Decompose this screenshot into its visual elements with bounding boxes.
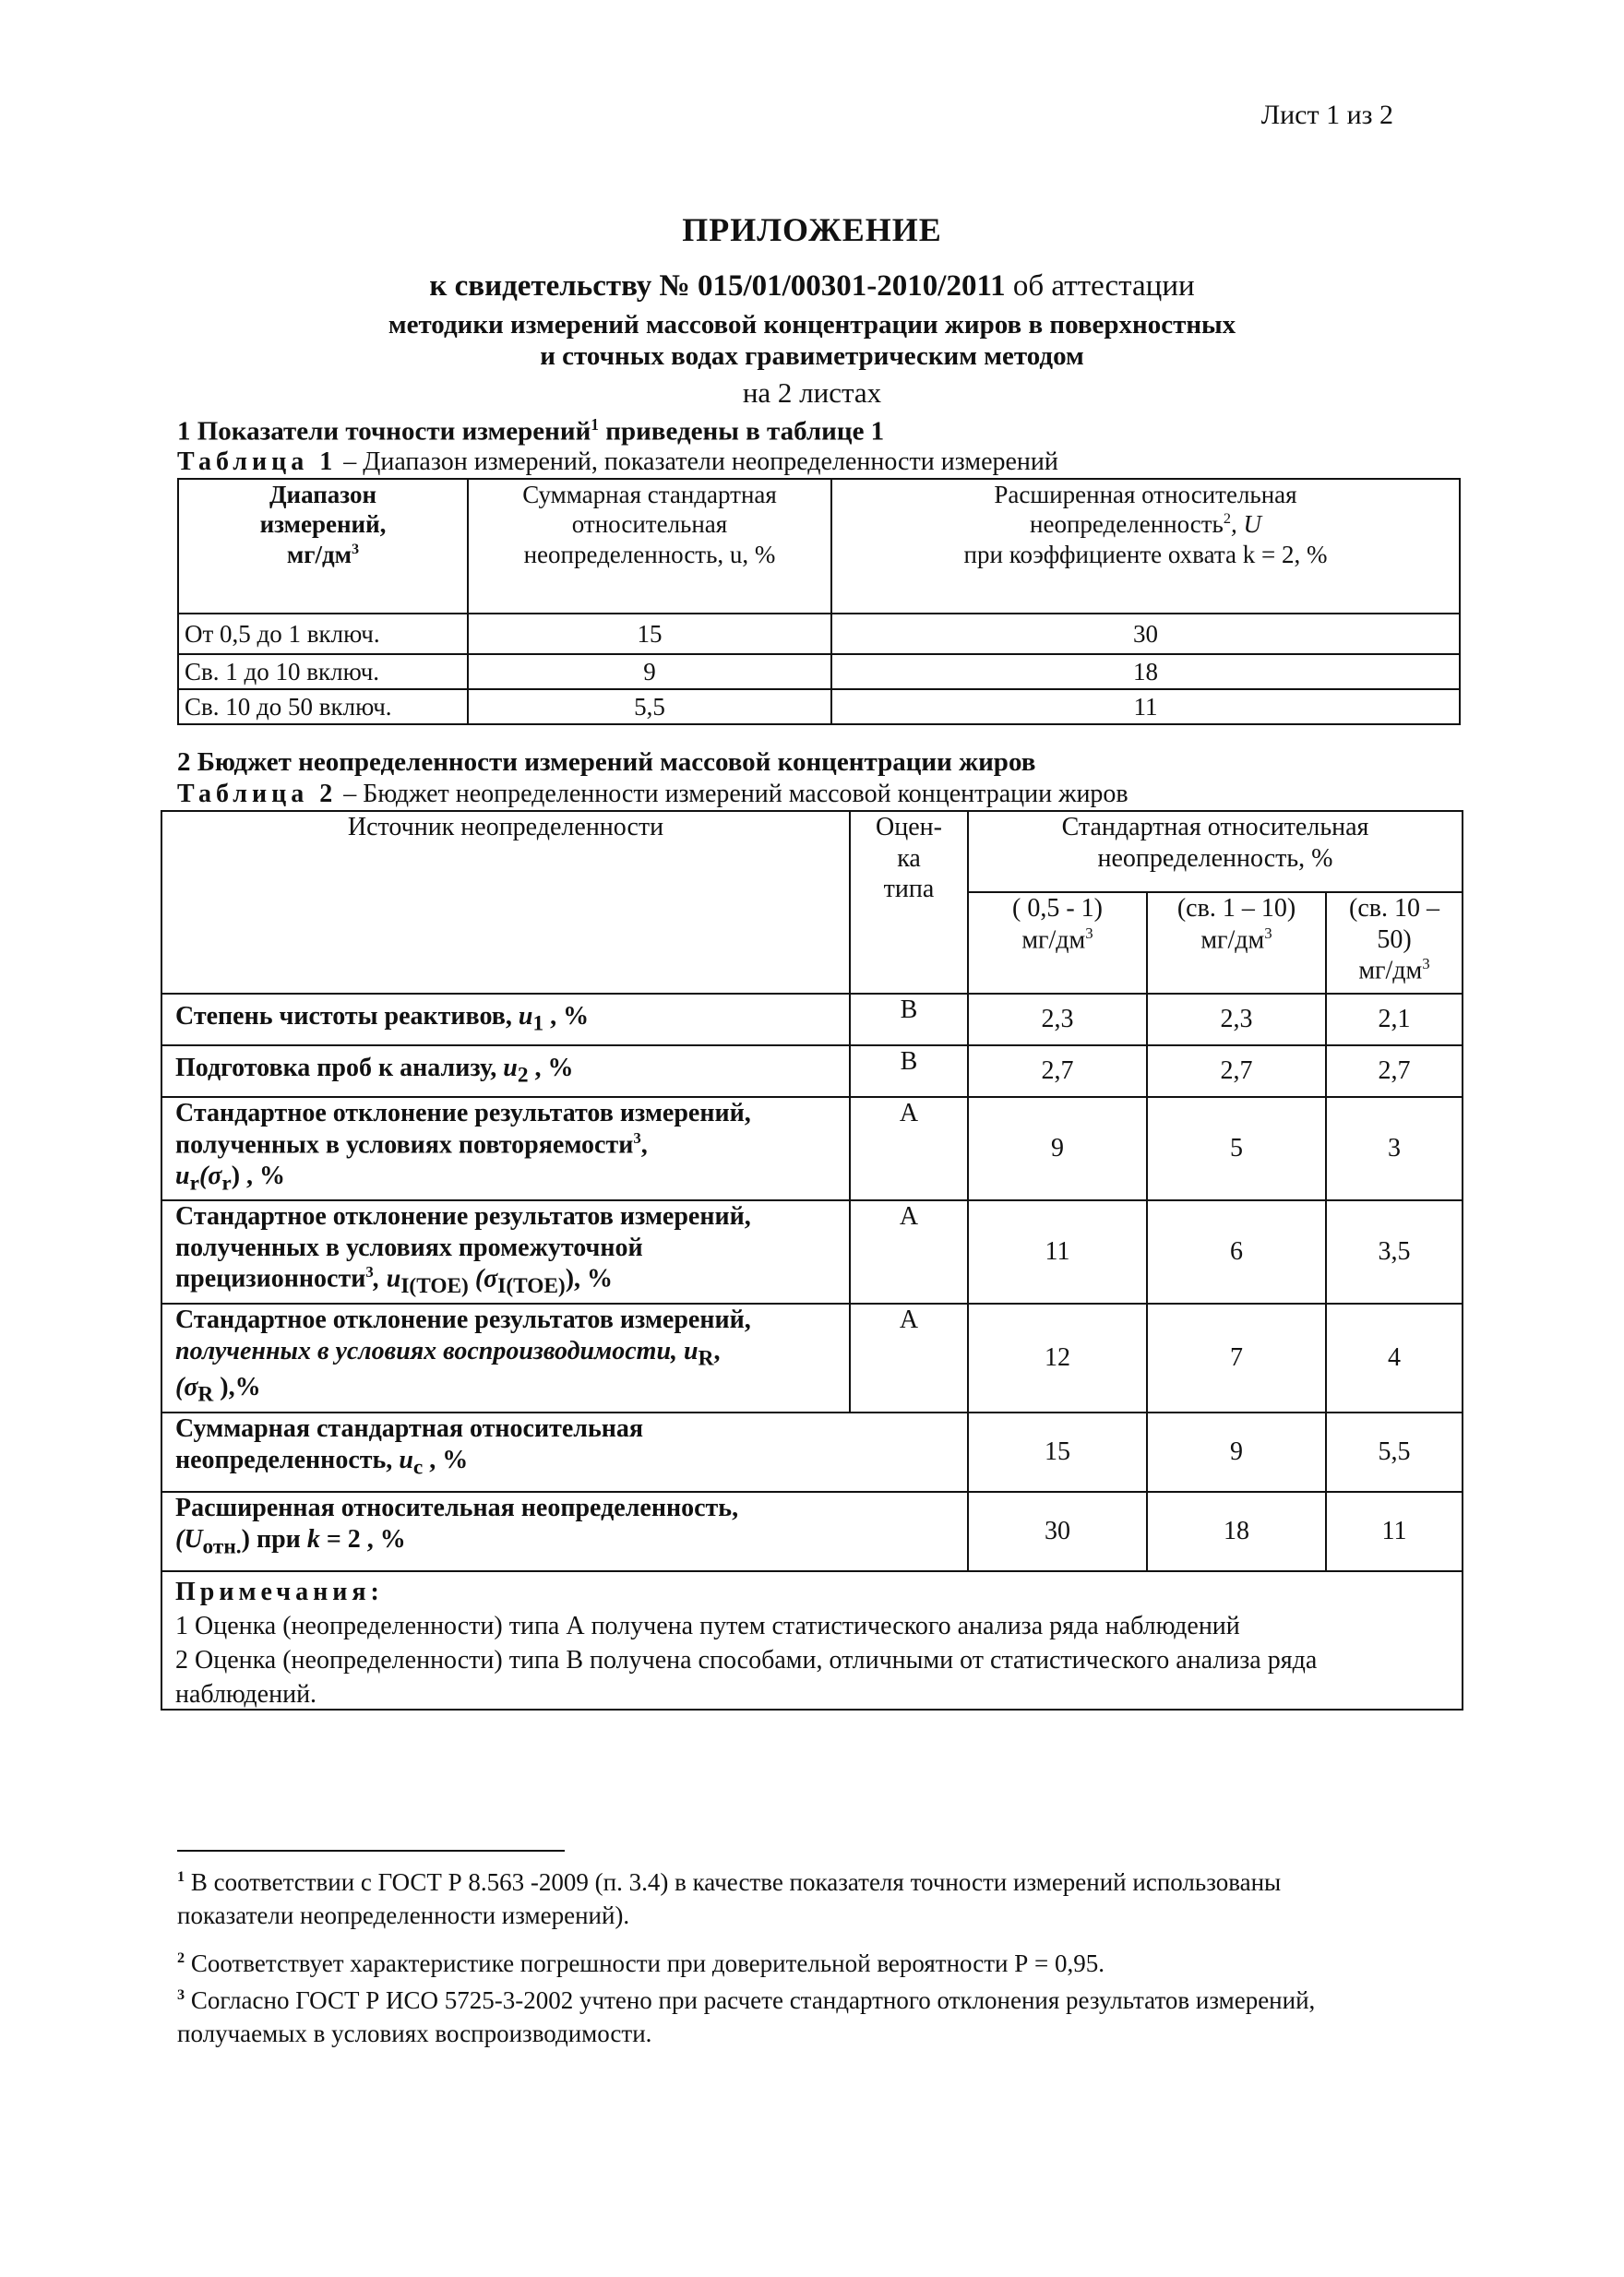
section-2-heading: 2 Бюджет неопределенности измерений массовой концентрации жиров: [177, 747, 1036, 777]
notes-title: Примечания:: [175, 1578, 384, 1606]
note-2: 2 Оценка (неопределенности) типа В получена способами, отличными от статистического анализа ряда наблюдений.: [175, 1645, 1318, 1709]
t2-header-source: Источник неопределенности: [161, 811, 850, 994]
t2-header-std: Стандартная относительная неопределенность, %: [968, 811, 1463, 892]
table-row: Стандартное отклонение результатов измерений, полученных в условиях повторяемости$^3$, $u_r(\sigma_r)$ , % А 9 5 3: [161, 1097, 1463, 1200]
certificate-suffix: об аттестации: [1012, 269, 1195, 303]
table-1: [177, 478, 1461, 725]
footnote-2: $^2$ Соответствует характеристике погрешности при доверительной вероятности Р = 0,95.: [177, 1949, 1105, 1977]
subtitle-line-1: [0, 269, 1624, 304]
t2-header-range-3: (св. 10 – 50) $мг/дм^3$: [1326, 892, 1463, 994]
table-row: Подготовка проб к анализу, $u_2$ , % В 2,7 2,7 2,7: [161, 1045, 1463, 1097]
table-row: Св. 1 до 10 включ. 9 18: [178, 654, 1460, 689]
table-2-notes: [161, 1572, 1463, 1711]
table-row: От 0,5 до 1 включ. 15 30: [178, 614, 1460, 654]
footnote-3: $^3$ Согласно ГОСТ Р ИСО 5725-3-2002 учтено при расчете стандартного отклонения результатов измерений, получаемых в условиях воспроизводимости.: [177, 1986, 1316, 2048]
table-row: Стандартное отклонение результатов измерений, полученных в условиях промежуточной прецизионности$^3$, $u_{I(TOE)}$ $(\sigma_{I(TOE)})$, % А 11 6 3,5: [161, 1200, 1463, 1304]
subtitle-line-2: методики измерений массовой концентрации жиров в поверхностных: [388, 310, 1236, 340]
subtitle-line-4: на 2 листах: [742, 376, 882, 409]
document-title: ПРИЛОЖЕНИЕ: [682, 211, 942, 248]
sheet-number: Лист 1 из 2: [1260, 100, 1393, 130]
footnote-1: $^1$ В соответствии с ГОСТ Р 8.563 -2009 (п. 3.4) в качестве показателя точности измерений использованы показатели неопределенности измерений).: [177, 1868, 1282, 1930]
table-row: Св. 10 до 50 включ. 5,5 11: [178, 689, 1460, 724]
table-2-caption: Таблица 2 – Бюджет неопределенности измерений массовой концентрации жиров: [177, 780, 1128, 808]
certificate-number: к свидетельству № 015/01/00301-2010/2011: [429, 269, 1006, 303]
t2-header-range-2: (св. 1 – 10) $мг/дм^3$: [1147, 892, 1326, 994]
t1-header-std: Суммарная стандартная относительная неопределенность, u, %: [468, 479, 831, 614]
t1-header-range: Диапазон измерений, $мг/дм^3$: [178, 479, 468, 614]
subtitle-line-3: и сточных водах гравиметрическим методом: [540, 341, 1084, 371]
table-row: Стандартное отклонение результатов измерений, полученных в условиях воспроизводимости, $u_R$, ($\sigma_R$ ),% А 12 7 4: [161, 1304, 1463, 1413]
table-2: [161, 810, 1463, 1572]
note-1: 1 Оценка (неопределенности) типа А получена путем статистического анализа ряда наблюдений: [175, 1611, 1240, 1640]
t2-header-range-1: ( 0,5 - 1) $мг/дм^3$: [968, 892, 1147, 994]
table-1-caption: Таблица 1 – Диапазон измерений, показатели неопределенности измерений: [177, 447, 1058, 476]
t2-header-type: Оцен- ка типа: [850, 811, 968, 994]
section-1-heading: 1 Показатели точности измерений$^1$ приведены в таблице 1: [177, 415, 885, 447]
table-row: Расширенная относительная неопределенность, $(U_{отн.})$ при k = 2 , % 30 18 11: [161, 1492, 1463, 1571]
table-row: Суммарная стандартная относительная неопределенность, $u_c$ , % 15 9 5,5: [161, 1413, 1463, 1492]
table-row: Степень чистоты реактивов, $u_1$ , % В 2,3 2,3 2,1: [161, 994, 1463, 1045]
footnote-divider: [177, 1850, 565, 1852]
t1-header-expanded: Расширенная относительная неопределенность$^2$, U при коэффициенте охвата k = 2, %: [831, 479, 1460, 614]
